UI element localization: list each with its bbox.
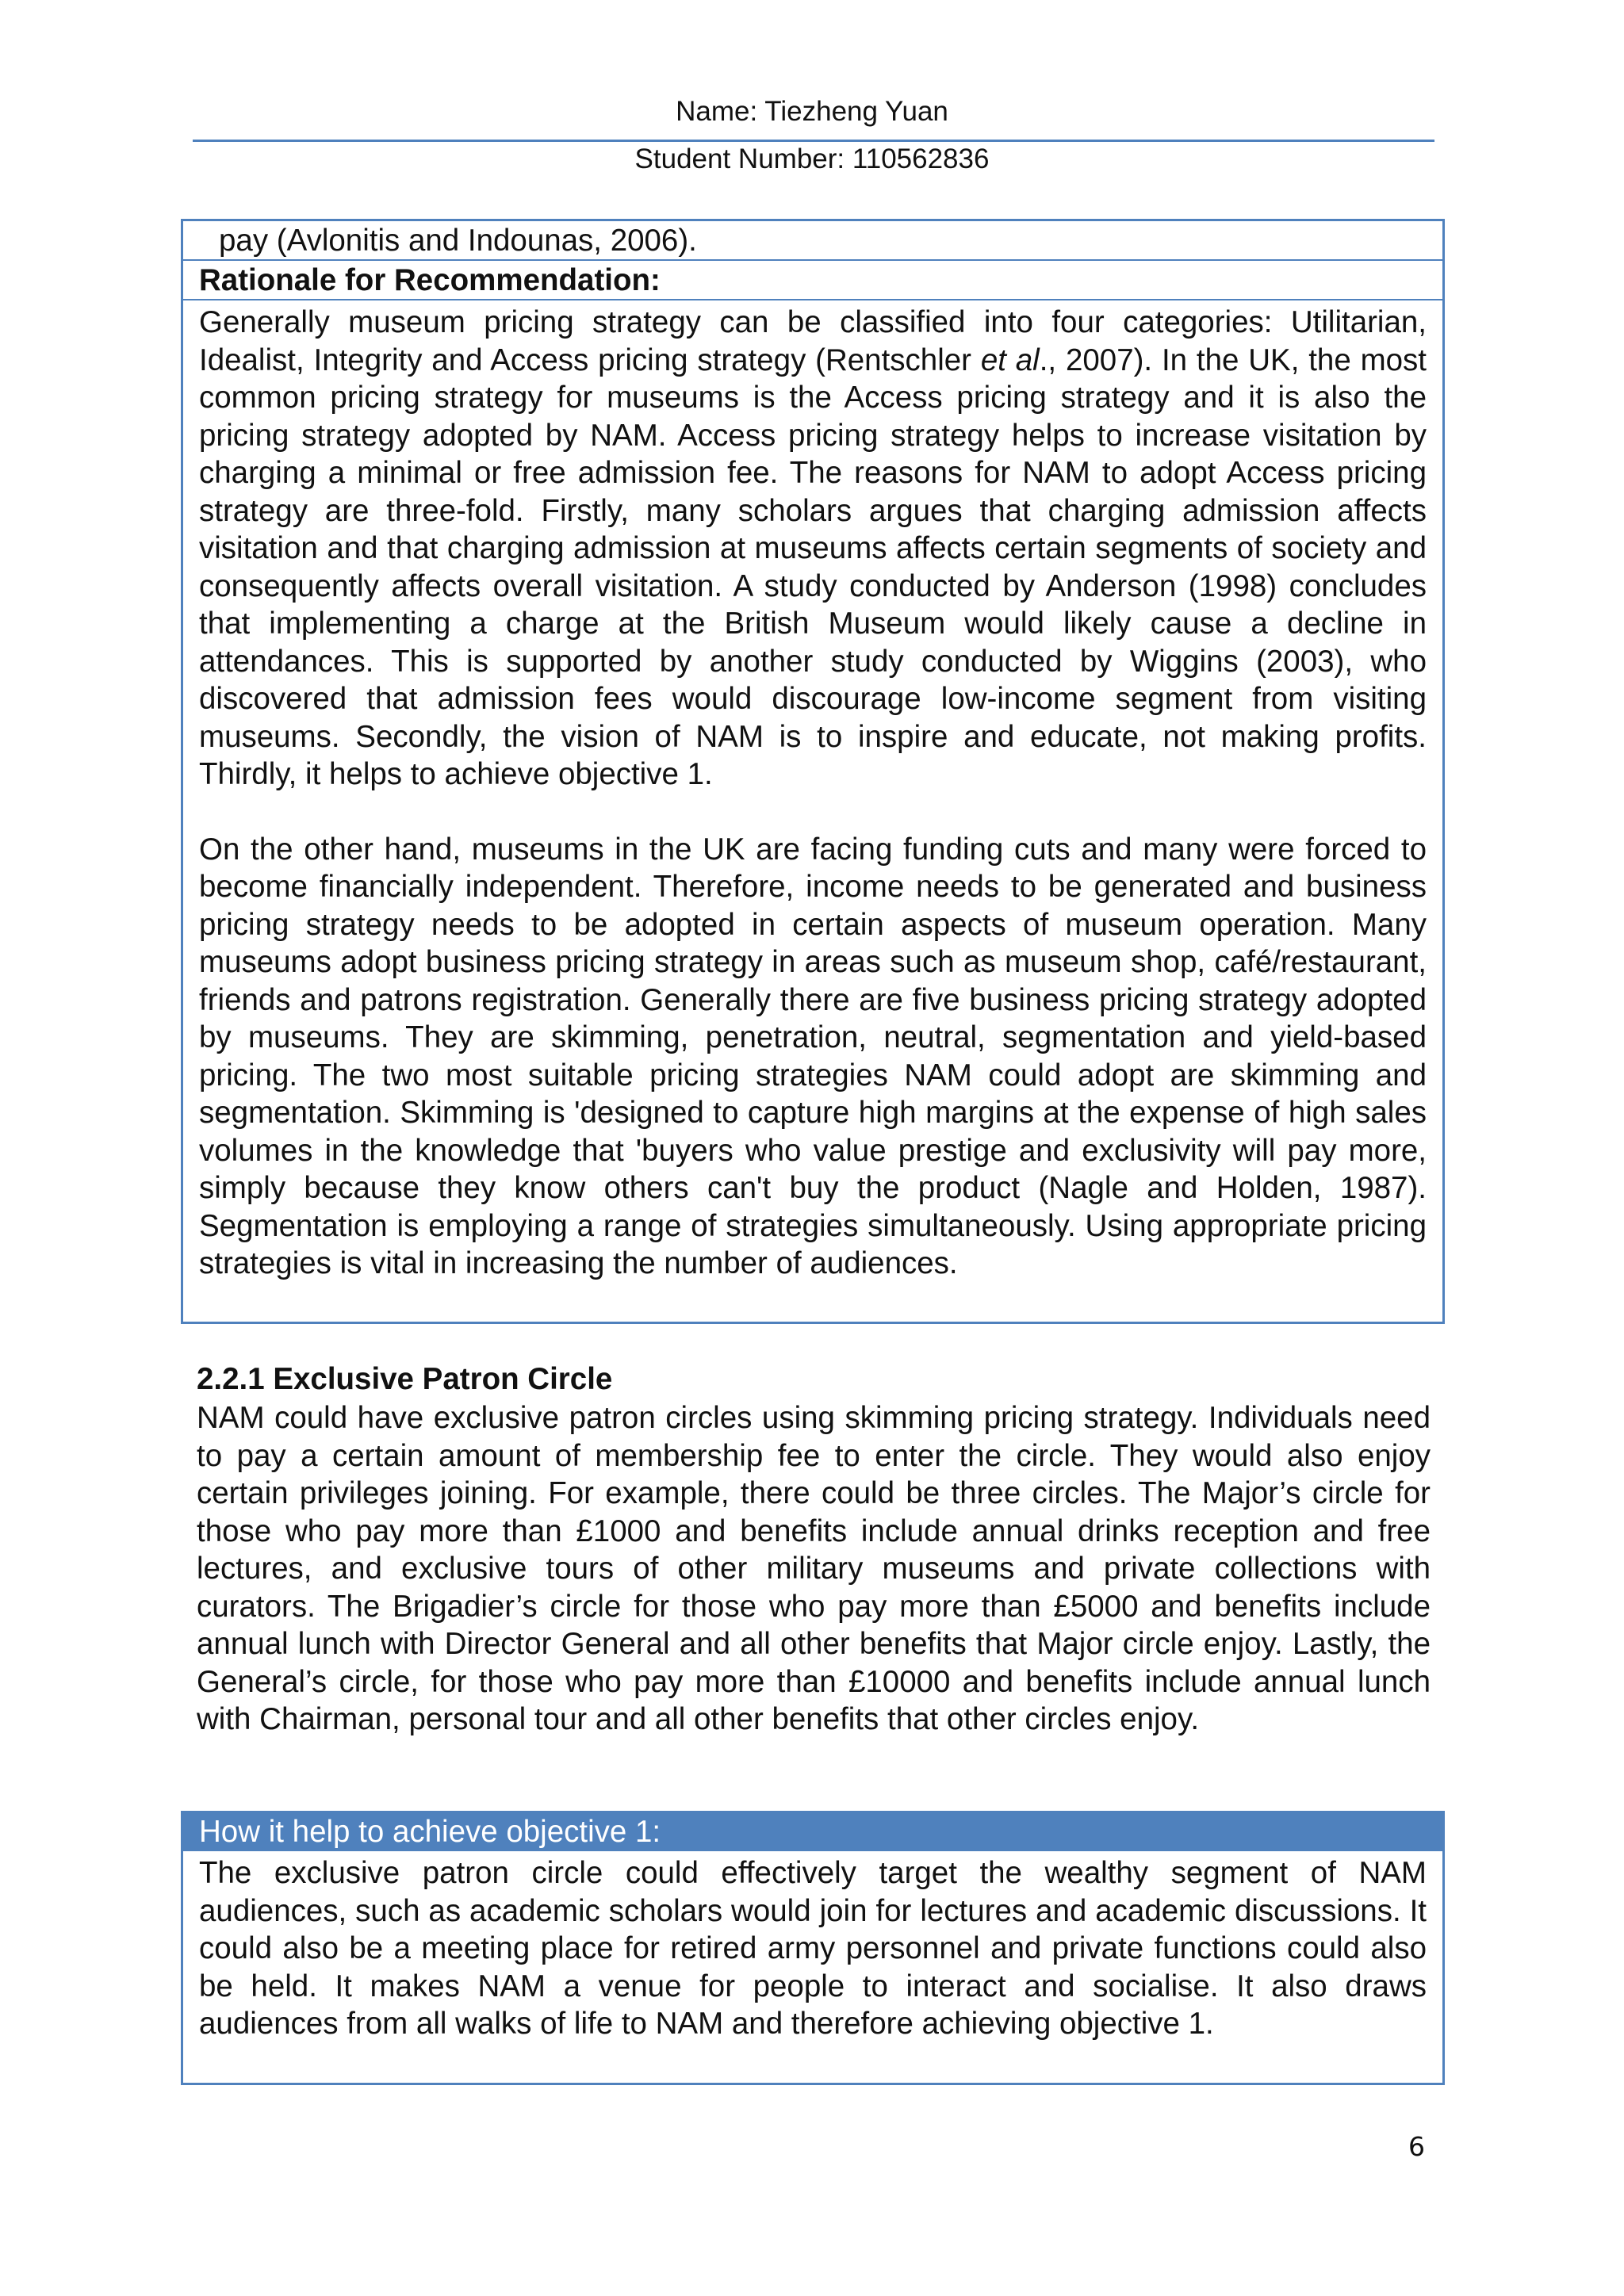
header-student-number: Student Number: 110562836	[634, 144, 990, 174]
rationale-label-row	[183, 261, 1442, 300]
objective-box	[181, 1811, 1445, 2085]
exclusive-patron-circle-section	[197, 1360, 1431, 1739]
rationale-label: Rationale for Recommendation:	[199, 263, 661, 297]
objective-body-row	[183, 1851, 1442, 2043]
rationale-box	[181, 219, 1445, 1324]
section-heading: 2.2.1 Exclusive Patron Circle	[197, 1362, 613, 1396]
page-number: 6	[1408, 2131, 1425, 2162]
rationale-paragraph-2: On the other hand, museums in the UK are facing funding cuts and many were forced to become financially independent. Therefore, income needs to be generated and business pricing strategy needs to be adopted in certain aspects of museum operation. Many museums adopt business pricing strategy in areas such as museum shop, café/restaurant, friends and patrons registration. Generally there are five business pricing strategy adopted by museums. They are skimming, penetration, neutral, segmentation and yield-based pricing. The two most suitable pricing strategies NAM could adopt are skimming and segmentation. Skimming is 'designed to capture high margins at the expense of high sales volumes in the knowledge that 'buyers who value prestige and exclusivity will pay more, simply because they know others can't buy the product (Nagle and Holden, 1987). Segmentation is employing a range of strategies simultaneously. Using appropriate pricing strategies is vital in increasing the number of audiences.	[199, 832, 1427, 1280]
section-body: NAM could have exclusive patron circles using skimming pricing strategy. Individuals need to pay a certain amount of membership fee to enter the circle. They would also enjoy certain privileges joining. For example, there could be three circles. The Major’s circle for those who pay more than £1000 and benefits include annual drinks reception and free lectures, and exclusive tours of other military museums and private collections with curators. The Brigadier’s circle for those who pay more than £5000 and benefits include annual lunch with Director General and all other benefits that Major circle enjoy. Lastly, the General’s circle, for those who pay more than £10000 and benefits include annual lunch with Chairman, personal tour and all other benefits that other circles enjoy.	[197, 1401, 1431, 1736]
header-name: Name: Tiezheng Yuan	[676, 96, 948, 127]
continuation-row	[183, 221, 1442, 261]
continuation-text: pay (Avlonitis and Indounas, 2006).	[219, 224, 697, 258]
objective-body: The exclusive patron circle could effectively target the wealthy segment of NAM audiences, such as academic scholars would join for lectures and academic discussions. It could also be a meeting place for retired army personnel and private functions could also be held. It makes NAM a venue for people to interact and socialise. It also draws audiences from all walks of life to NAM and therefore achieving objective 1.	[199, 1856, 1427, 2041]
rationale-paragraph-1-part-2: ., 2007). In the UK, the most common pricing strategy for museums is the Access pricing strategy and it is also the pricing strategy adopted by NAM. Access pricing strategy helps to increase visitation by charging a minimal or free admission fee. The reasons for NAM to adopt Access pricing strategy are three-fold. Firstly, many scholars argues that charging admission affects visitation and that charging admission at museums affects certain segments of society and consequently affects overall visitation. A study conducted by Anderson (1998) concludes that implementing a charge at the British Museum would likely cause a decline in attendances. This is supported by another study conducted by Wiggins (2003), who discovered that admission fees would discourage low-income segment from visiting museums. Secondly, the vision of NAM is to inspire and educate, not making profits. Thirdly, it helps to achieve objective 1.	[199, 342, 1427, 791]
rationale-paragraph-1	[199, 304, 1427, 794]
rationale-paragraph-1-italic: et al	[980, 342, 1040, 377]
objective-header: How it help to achieve objective 1:	[183, 1813, 1442, 1851]
rationale-body	[183, 300, 1442, 1283]
rationale-paragraph-1-part-1: Generally museum pricing strategy can be classified into four categories: Utilitarian, Idealist, Integrity and Access pricing strategy (Rentschler	[199, 305, 1427, 377]
